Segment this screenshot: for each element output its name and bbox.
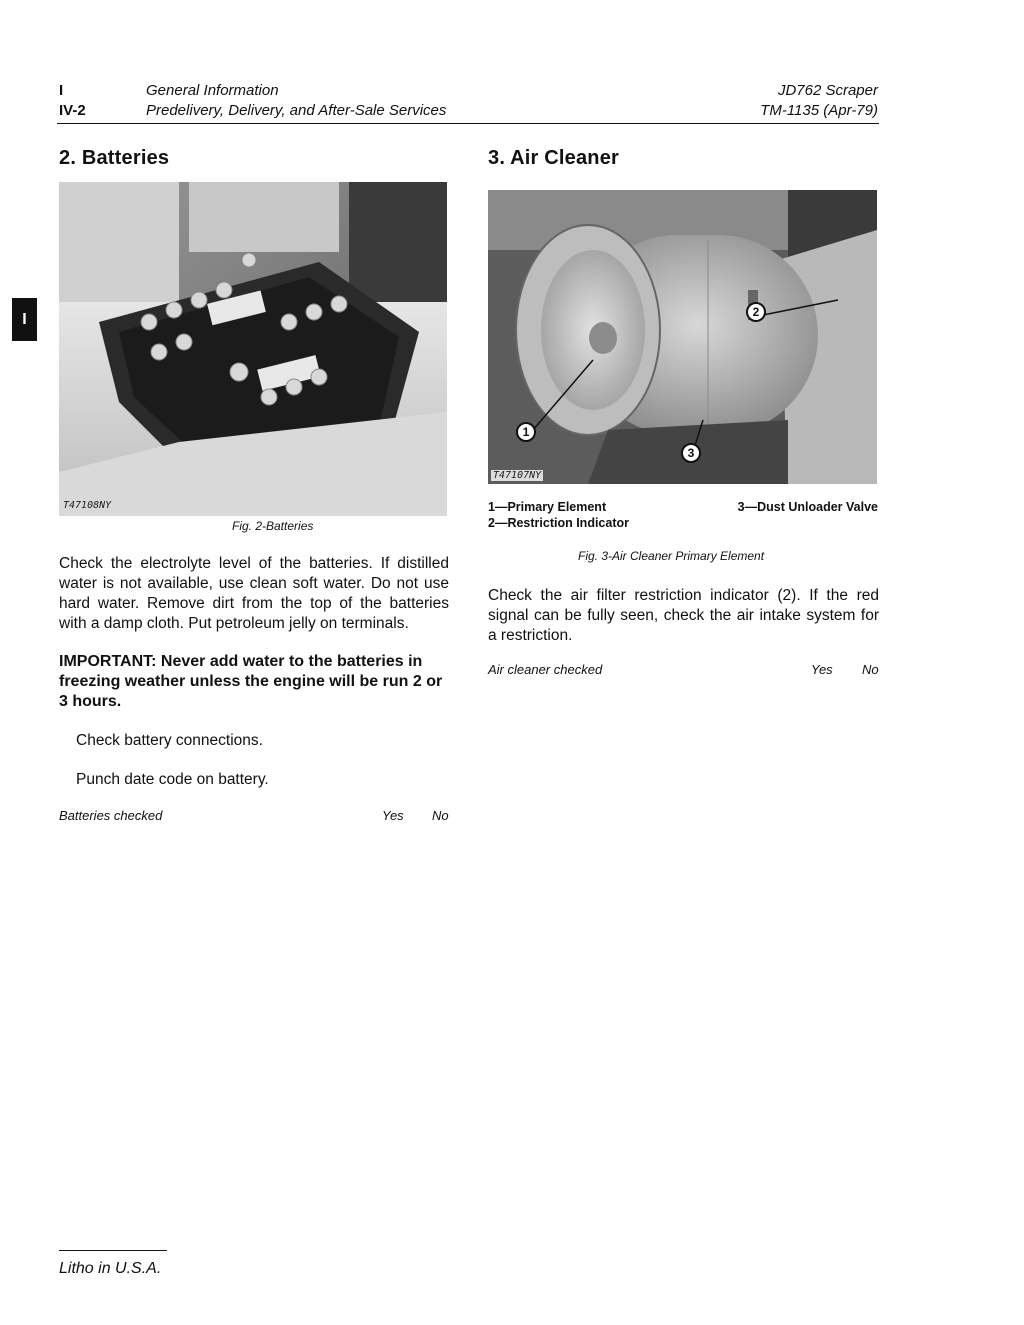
section-tab	[12, 298, 37, 341]
air-cleaner-photo-drawing	[488, 190, 877, 484]
header-services: Predelivery, Delivery, and After-Sale Services	[146, 102, 447, 119]
batteries-caption: Fig. 2-Batteries	[232, 519, 314, 533]
batteries-no-option[interactable]: No	[432, 808, 449, 823]
section-tab-label: I	[22, 310, 27, 328]
page-code: IV-2	[59, 102, 86, 119]
batteries-important: IMPORTANT: Never add water to the batteries in freezing weather unless the engine will be run 2 or 3 hours.	[59, 653, 443, 710]
batteries-yes-option[interactable]: Yes	[382, 808, 404, 823]
batteries-step-date-code: Punch date code on battery.	[76, 771, 269, 788]
batteries-step-connections: Check battery connections.	[76, 732, 263, 749]
air-cleaner-photo-tag: T47107NY	[493, 470, 542, 481]
air-cleaner-photo	[488, 190, 877, 484]
header-manual: TM-1135 (Apr-79)	[760, 102, 878, 119]
air-cleaner-check-label: Air cleaner checked	[488, 662, 603, 677]
legend-dust-unloader-valve: 3—Dust Unloader Valve	[737, 500, 878, 514]
legend-restriction-indicator: 2—Restriction Indicator	[488, 516, 629, 530]
legend-primary-element: 1—Primary Element	[488, 500, 607, 514]
footer-rule	[59, 1250, 167, 1251]
callout-primary-element: 1	[516, 422, 536, 442]
air-cleaner-heading: 3. Air Cleaner	[488, 147, 620, 169]
header-model: JD762 Scraper	[777, 82, 878, 99]
header-general-info: General Information	[146, 82, 279, 99]
header-rule	[57, 123, 879, 124]
air-cleaner-body: Check the air filter restriction indicator (2). If the red signal can be fully seen, check the air intake system for a restriction.	[488, 587, 879, 644]
air-cleaner-yes-option[interactable]: Yes	[811, 662, 833, 677]
batteries-body: Check the electrolyte level of the batteries. If distilled water is not available, use clean soft water. Do not use hard water. Remove dirt from the top of the batteries with a damp cloth. Put petroleum jelly on terminals.	[59, 555, 449, 632]
footer-litho: Litho in U.S.A.	[59, 1260, 162, 1277]
batteries-heading: 2. Batteries	[59, 147, 170, 169]
air-cleaner-no-option[interactable]: No	[862, 662, 879, 677]
batteries-photo-tag: T47108NY	[63, 500, 112, 511]
callout-restriction-indicator: 2	[746, 302, 766, 322]
batteries-photo-drawing	[59, 182, 447, 516]
air-cleaner-caption: Fig. 3-Air Cleaner Primary Element	[578, 549, 765, 563]
section-roman: I	[59, 82, 64, 99]
callout-dust-unloader-valve: 3	[681, 443, 701, 463]
batteries-photo	[59, 182, 447, 516]
batteries-check-label: Batteries checked	[59, 808, 163, 823]
